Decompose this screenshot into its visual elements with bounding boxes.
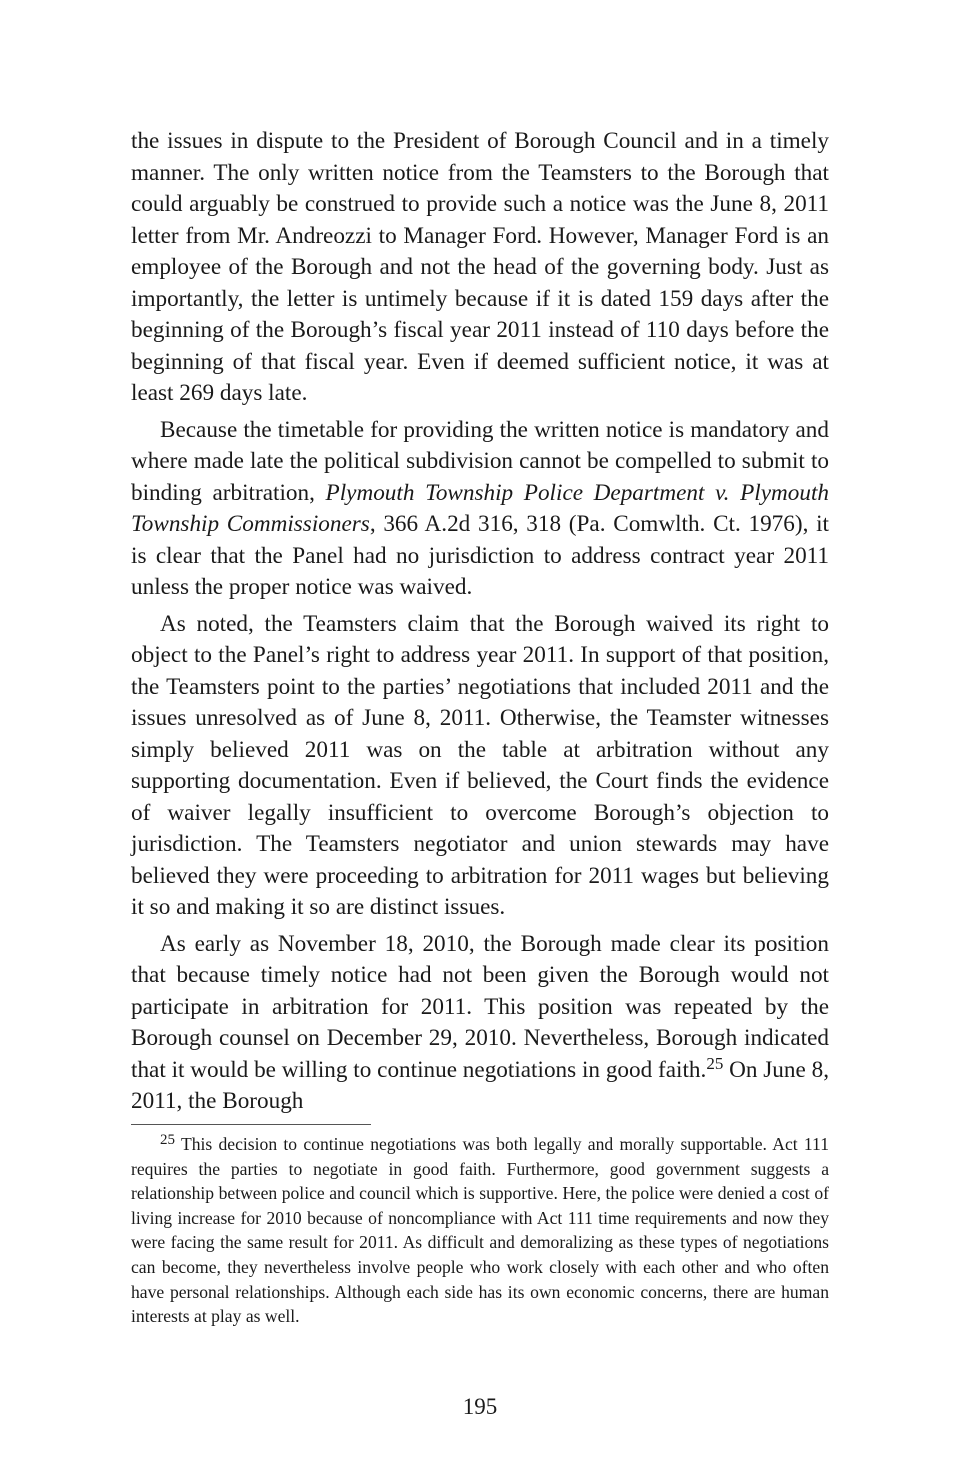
paragraph-3-text: As noted, the Teamsters claim that the Borough waived its right to object to the Panel’s right to address year 2011. In support of that position, the Teamsters point to the parties’ negotiations that included 2011 and the issues unresolved as of June 8, 2011. Otherwise, the Teamster witnesses simply believed 2011 was on the table at arbitration without any supporting documentation. Even if believed, the Court finds the evidence of waiver legally insufficient to overcome Borough’s objection to jurisdiction. The Teamsters negotiator and union stewards may have believed they were proceeding to arbitration for 2011 wages but believing it so and making it so are distinct issues. [131, 610, 829, 920]
footnote-text: This decision to continue negotiations was both legally and morally supportable. Act 111 requires the parties to negotiate in good faith. Furthermore, good government suggests a relationship between police and council which is supportive. Here, the police were denied a cost of living increase for 2010 because of noncompliance with Act 111 time requirements and now they were facing the same result for 2011. As difficult and demoralizing as these types of negotiations can become, they nevertheless involve people who work closely with each other and who often have personal relationships. Although each side has its own economic concerns, there are human interests at play as well. [131, 1134, 829, 1327]
paragraph-1-text: the issues in dispute to the President of Borough Council and in a timely manner. The only written notice from the Teamsters to the Borough that could arguably be construed to provide such a notice was the June 8, 2011 letter from Mr. Andreozzi to Manager Ford. However, Manager Ford is an employee of the Borough and not the head of the governing body. Just as importantly, the letter is untimely because if it is dated 159 days after the beginning of the Borough’s fiscal year 2011 instead of 110 days before the beginning of that fiscal year. Even if deemed sufficient notice, it was at least 269 days late. [131, 128, 829, 406]
paragraph-2-text-before: Because the timetable for providing the written notice is mandatory and where made late the political subdivision cannot be compelled to submit to binding arbitration, [131, 416, 829, 506]
paragraph-2 [131, 415, 829, 604]
paragraph-4-text-after: On June 8, 2011, the Borough [131, 1056, 829, 1114]
paragraph-3 [131, 609, 829, 924]
footnote-divider [131, 1124, 371, 1125]
paragraph-1 [131, 126, 829, 410]
page-number: 195 [462, 1394, 498, 1419]
body-text [131, 126, 829, 1118]
case-citation: Plymouth Township Police Department v. Plymouth Township Commissioners [131, 479, 829, 537]
paragraph-4-text-before: As early as November 18, 2010, the Borough made clear its position that because timely notice had not been given the Borough would not participate in arbitration for 2011. This position was repeated by the Borough counsel on December 29, 2010. Nevertheless, Borough indicated that it would be willing to continue negotiations in good faith. [131, 930, 829, 1083]
paragraph-2-text-after: , 366 A.2d 316, 318 (Pa. Comwlth. Ct. 1976), it is clear that the Panel had no jurisdiction to address contract year 2011 unless the proper notice was waived. [131, 511, 829, 600]
paragraph-4 [131, 929, 829, 1118]
footnote-number: 25 [160, 1132, 175, 1148]
footnote-reference[interactable]: 25 [706, 1053, 724, 1073]
footnote [131, 1132, 829, 1329]
